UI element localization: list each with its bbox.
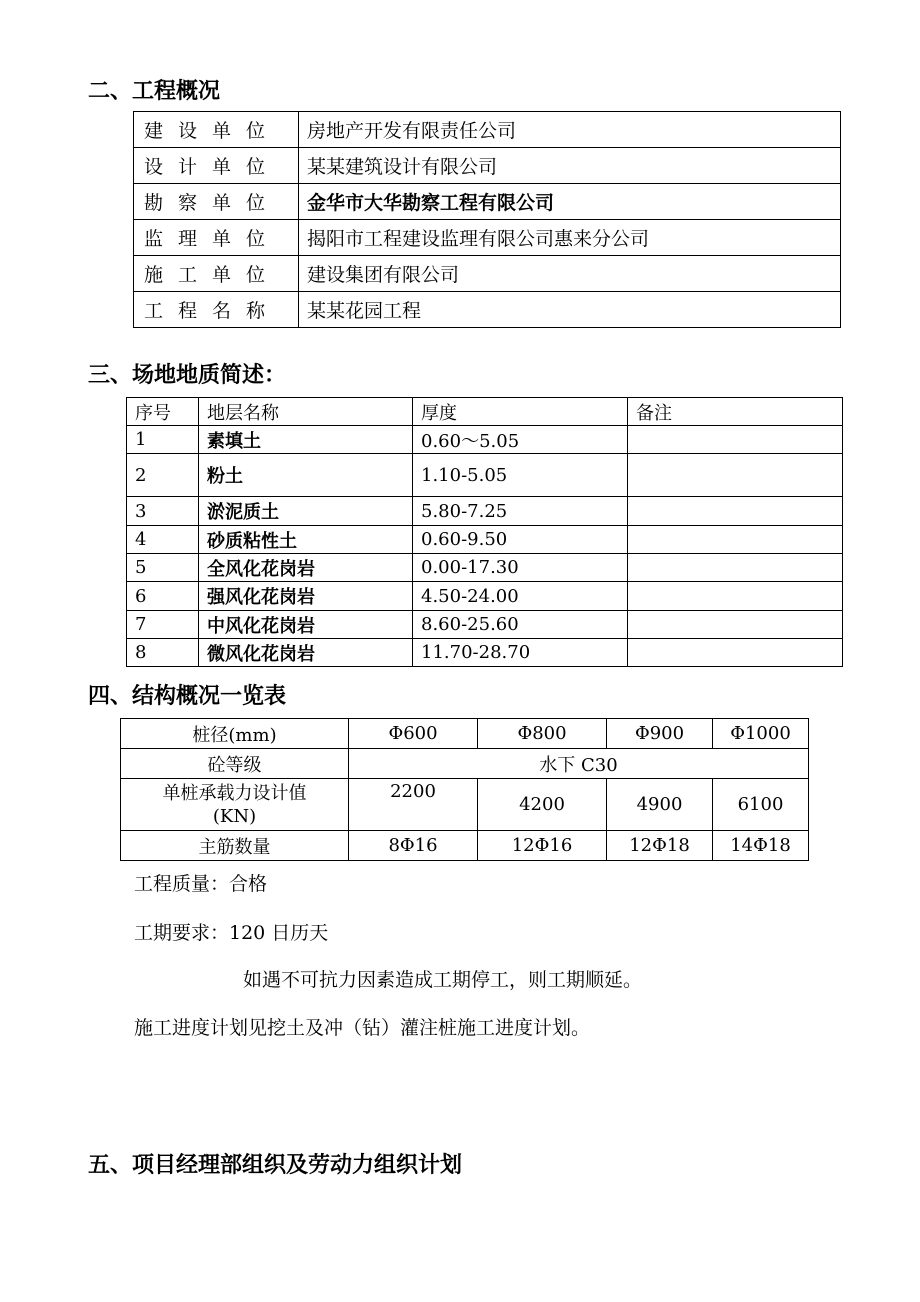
section-2-title: 二、工程概况	[88, 79, 221, 104]
geology-note	[628, 639, 843, 667]
rebar-label: 主筋数量	[121, 831, 349, 861]
geology-note	[628, 526, 843, 554]
pile-diameter-label: 桩径(mm)	[121, 719, 349, 749]
overview-row	[134, 112, 841, 148]
force-majeure-text: 如遇不可抗力因素造成工期停工，则工期顺延。	[243, 969, 643, 991]
section-5-title: 五、项目经理部组织及劳动力组织计划	[88, 1153, 463, 1178]
section-4-title: 四、结构概况一览表	[88, 684, 287, 709]
concrete-grade-label: 砼等级	[121, 749, 349, 779]
overview-value: 某某建筑设计有限公司	[299, 148, 841, 184]
diameter-900: Φ900	[607, 719, 713, 749]
capacity-900: 4900	[607, 779, 713, 831]
geology-row	[127, 526, 843, 554]
diameter-1000: Φ1000	[713, 719, 809, 749]
geology-name: 全风化花岗岩	[199, 554, 413, 582]
project-overview-table	[133, 111, 841, 328]
geology-row	[127, 639, 843, 667]
overview-label: 建设单位	[134, 112, 299, 148]
geology-no: 2	[127, 454, 199, 497]
geology-thickness: 5.80-7.25	[413, 497, 628, 526]
structure-table	[120, 718, 809, 861]
geology-no: 7	[127, 611, 199, 639]
geology-row	[127, 554, 843, 582]
geology-header-row	[127, 398, 843, 426]
overview-value: 揭阳市工程建设监理有限公司惠来分公司	[299, 220, 841, 256]
geology-row	[127, 497, 843, 526]
geology-row	[127, 426, 843, 454]
header-note: 备注	[628, 398, 843, 426]
geology-name: 砂质粘性土	[199, 526, 413, 554]
overview-label: 施工单位	[134, 256, 299, 292]
concrete-grade-value: 水下 C30	[349, 749, 809, 779]
overview-row	[134, 184, 841, 220]
geology-name: 强风化花岗岩	[199, 582, 413, 611]
overview-value: 建设集团有限公司	[299, 256, 841, 292]
schedule-text: 施工进度计划见挖土及冲（钻）灌注桩施工进度计划。	[134, 1017, 591, 1039]
geology-note	[628, 454, 843, 497]
overview-value: 金华市大华勘察工程有限公司	[299, 184, 841, 220]
overview-label: 勘察单位	[134, 184, 299, 220]
geology-name: 微风化花岗岩	[199, 639, 413, 667]
capacity-800: 4200	[478, 779, 607, 831]
header-no: 序号	[127, 398, 199, 426]
geology-table	[126, 397, 843, 667]
geology-name: 素填土	[199, 426, 413, 454]
geology-thickness: 4.50-24.00	[413, 582, 628, 611]
geology-no: 8	[127, 639, 199, 667]
geology-row	[127, 611, 843, 639]
geology-thickness: 11.70-28.70	[413, 639, 628, 667]
rebar-600: 8Φ16	[349, 831, 478, 861]
geology-row	[127, 582, 843, 611]
overview-row	[134, 148, 841, 184]
geology-thickness: 0.60～5.05	[413, 426, 628, 454]
geology-name: 粉土	[199, 454, 413, 497]
period-text: 工期要求：120 日历天	[134, 922, 329, 944]
geology-note	[628, 554, 843, 582]
geology-thickness: 8.60-25.60	[413, 611, 628, 639]
quality-text: 工程质量：合格	[134, 873, 268, 895]
geology-thickness: 0.00-17.30	[413, 554, 628, 582]
capacity-1000: 6100	[713, 779, 809, 831]
capacity-label-line2: (KN)	[212, 805, 257, 827]
rebar-900: 12Φ18	[607, 831, 713, 861]
rebar-1000: 14Φ18	[713, 831, 809, 861]
geology-name: 中风化花岗岩	[199, 611, 413, 639]
diameter-800: Φ800	[478, 719, 607, 749]
section-3-title: 三、场地地质简述：	[88, 363, 287, 388]
overview-row	[134, 220, 841, 256]
capacity-600: 2200	[349, 779, 478, 831]
header-name: 地层名称	[199, 398, 413, 426]
overview-row	[134, 292, 841, 328]
overview-value: 房地产开发有限责任公司	[299, 112, 841, 148]
overview-label: 设计单位	[134, 148, 299, 184]
geology-no: 4	[127, 526, 199, 554]
rebar-800: 12Φ16	[478, 831, 607, 861]
geology-note	[628, 611, 843, 639]
overview-row	[134, 256, 841, 292]
overview-label: 工程名称	[134, 292, 299, 328]
capacity-label	[121, 779, 349, 831]
geology-note	[628, 582, 843, 611]
geology-note	[628, 497, 843, 526]
diameter-600: Φ600	[349, 719, 478, 749]
geology-thickness: 0.60-9.50	[413, 526, 628, 554]
header-thickness: 厚度	[413, 398, 628, 426]
concrete-grade-row	[121, 749, 809, 779]
capacity-row	[121, 779, 809, 831]
geology-name: 淤泥质土	[199, 497, 413, 526]
overview-label: 监理单位	[134, 220, 299, 256]
geology-note	[628, 426, 843, 454]
geology-thickness: 1.10-5.05	[413, 454, 628, 497]
overview-value: 某某花园工程	[299, 292, 841, 328]
geology-no: 5	[127, 554, 199, 582]
geology-row	[127, 454, 843, 497]
capacity-label-line1: 单桩承载力设计值	[162, 782, 307, 804]
structure-header-row	[121, 719, 809, 749]
geology-no: 3	[127, 497, 199, 526]
geology-no: 1	[127, 426, 199, 454]
geology-no: 6	[127, 582, 199, 611]
rebar-row	[121, 831, 809, 861]
